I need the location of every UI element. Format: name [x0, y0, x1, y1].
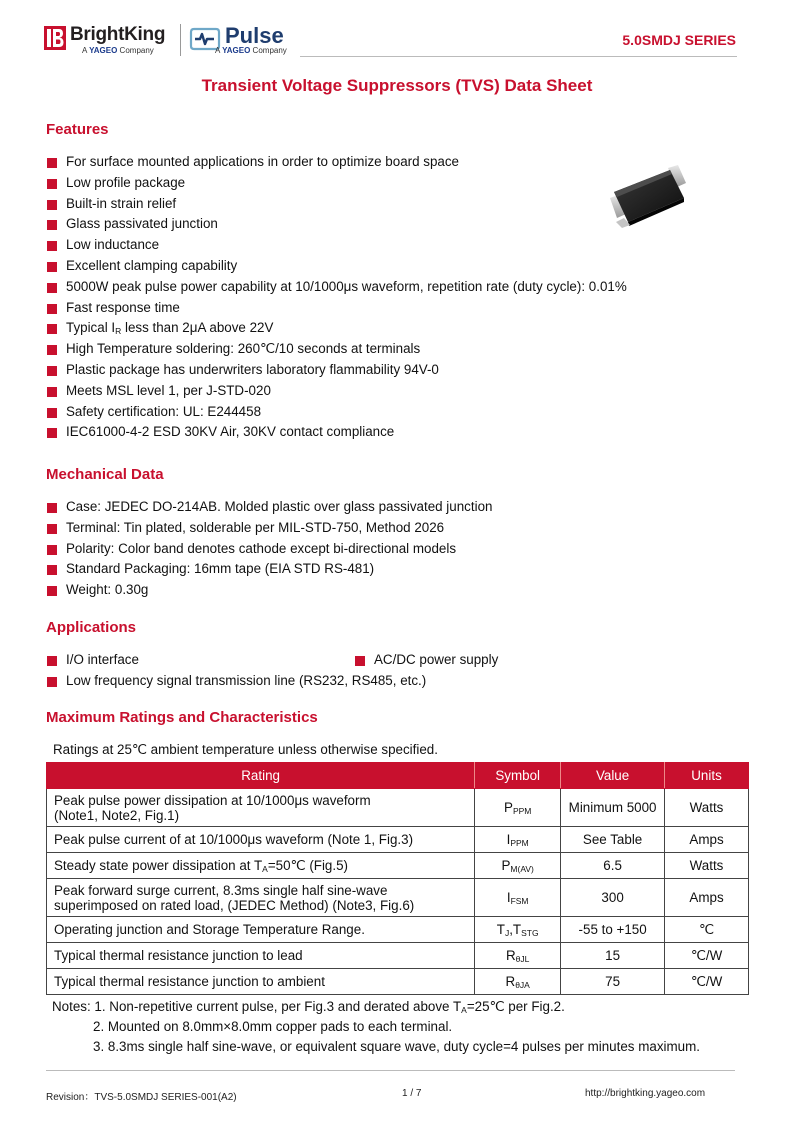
logo-divider [180, 24, 181, 56]
note-2: 2. Mounted on 8.0mm×8.0mm copper pads to each terminal. [93, 1019, 453, 1034]
table-row [47, 879, 749, 917]
table-row [47, 969, 749, 995]
mechanical-heading: Mechanical Data [46, 466, 164, 483]
bullet-square-icon [47, 656, 57, 666]
features-list [47, 152, 627, 443]
bullet-square-icon [47, 345, 57, 355]
unit-cell: ℃/W [665, 943, 749, 969]
list-item: Case: JEDEC DO-214AB. Molded plastic over glass passivated junction [47, 497, 492, 518]
bullet-square-icon [47, 262, 57, 272]
bullet-square-icon [47, 387, 57, 397]
bullet-square-icon [47, 200, 57, 210]
symbol-cell: $P_{M(AV)}$ [475, 853, 561, 879]
unit-cell: Watts [665, 853, 749, 879]
list-item: Polarity: Color band denotes cathode except bi-directional models [47, 539, 492, 560]
table-notes [52, 997, 700, 1057]
list-item: Typical $I_R$ less than 2μA above 22V [47, 318, 627, 339]
value-cell: 300 [561, 879, 665, 917]
pulse-tagline: A YAGEO Company [215, 46, 287, 55]
value-cell: See Table [561, 827, 665, 853]
bullet-square-icon [47, 545, 57, 555]
footer-page-number: 1 / 7 [402, 1088, 422, 1099]
list-item: Built-in strain relief [47, 194, 627, 215]
table-row [47, 917, 749, 943]
bullet-square-icon [355, 656, 365, 666]
bullet-square-icon [47, 428, 57, 438]
list-item: Plastic package has underwriters laboratory flammability 94V-0 [47, 360, 627, 381]
note-3: 3. 8.3ms single half sine-wave, or equivalent square wave, duty cycle=4 pulses per minutes maximum. [93, 1039, 700, 1054]
symbol-cell: $R_{\theta JL}$ [475, 943, 561, 969]
mechanical-list [47, 497, 492, 601]
table-header-row [47, 763, 749, 789]
list-item: I/O interface [47, 650, 139, 670]
brightking-mark-icon [44, 26, 66, 50]
bullet-square-icon [47, 179, 57, 189]
brightking-logo [44, 24, 178, 60]
unit-cell: Amps [665, 879, 749, 917]
symbol-cell: $I_{PPM}$ [475, 827, 561, 853]
value-cell: 15 [561, 943, 665, 969]
bullet-square-icon [47, 283, 57, 293]
series-label: 5.0SMDJ SERIES [622, 32, 736, 48]
unit-cell: ℃ [665, 917, 749, 943]
applications-heading: Applications [46, 619, 137, 636]
brightking-wordmark: BrightKing [70, 24, 166, 45]
table-row [47, 827, 749, 853]
value-cell: -55 to +150 [561, 917, 665, 943]
bullet-square-icon [47, 503, 57, 513]
list-item: Fast response time [47, 298, 627, 319]
bullet-square-icon [47, 408, 57, 418]
list-item: Meets MSL level 1, per J-STD-020 [47, 381, 627, 402]
bullet-square-icon [47, 677, 57, 687]
document-title: Transient Voltage Suppressors (TVS) Data Sheet [201, 76, 593, 95]
page-header [0, 0, 794, 62]
list-item: Low inductance [47, 235, 627, 256]
unit-cell: ℃/W [665, 969, 749, 995]
rating-cell: Peak forward surge current, 8.3ms single half sine-wave superimposed on rated load, (JEDEC Method) (Note3, Fig.6) [47, 879, 475, 917]
list-item: Safety certification: UL: E244458 [47, 402, 627, 423]
value-cell: 6.5 [561, 853, 665, 879]
symbol-cell: $I_{FSM}$ [475, 879, 561, 917]
list-item: IEC61000-4-2 ESD 30KV Air, 30KV contact compliance [47, 422, 627, 443]
bullet-square-icon [47, 304, 57, 314]
value-cell: 75 [561, 969, 665, 995]
rating-cell: Steady state power dissipation at $T_A=50℃$ (Fig.5) [47, 853, 475, 879]
col-header-units: Units [665, 763, 749, 789]
note-1: Notes: 1. Non-repetitive current pulse, per Fig.3 and derated above $T_A=25℃$ per Fig.2. [52, 999, 565, 1015]
brightking-tagline: A YAGEO Company [82, 46, 154, 55]
footer-url[interactable]: http://brightking.yageo.com [585, 1088, 706, 1099]
bullet-square-icon [47, 586, 57, 596]
list-item: High Temperature soldering: 260℃/10 seconds at terminals [47, 339, 627, 360]
rating-cell: Typical thermal resistance junction to ambient [47, 969, 475, 995]
footer-revision: Revision：TVS-5.0SMDJ SERIES-001(A2) [46, 1092, 237, 1103]
list-item: Low frequency signal transmission line (RS232, RS485, etc.) [47, 671, 426, 691]
list-item: Excellent clamping capability [47, 256, 627, 277]
bullet-square-icon [47, 241, 57, 251]
value-cell: Minimum 5000 [561, 789, 665, 827]
list-item: 5000W peak pulse power capability at 10/1000μs waveform, repetition rate (duty cycle): 0.01% [47, 277, 627, 298]
table-row [47, 789, 749, 827]
pulse-wordmark: Pulse [225, 23, 284, 48]
bullet-square-icon [47, 324, 57, 334]
rating-cell: Operating junction and Storage Temperature Range. [47, 917, 475, 943]
bullet-square-icon [47, 220, 57, 230]
features-heading: Features [46, 121, 109, 138]
symbol-cell: $T_J,T_{STG}$ [475, 917, 561, 943]
unit-cell: Watts [665, 789, 749, 827]
symbol-cell: $P_{PPM}$ [475, 789, 561, 827]
rating-cell: Peak pulse current of at 10/1000μs waveform (Note 1, Fig.3) [47, 827, 475, 853]
list-item: Glass passivated junction [47, 214, 627, 235]
list-item: Weight: 0.30g [47, 580, 492, 601]
list-item: Standard Packaging: 16mm tape (EIA STD RS-481) [47, 559, 492, 580]
ratings-heading: Maximum Ratings and Characteristics [46, 709, 318, 726]
smd-component-image [602, 158, 692, 238]
list-item: Terminal: Tin plated, solderable per MIL-STD-750, Method 2026 [47, 518, 492, 539]
pulse-logo [188, 24, 308, 60]
table-row [47, 853, 749, 879]
bullet-square-icon [47, 158, 57, 168]
footer-rule [46, 1070, 735, 1071]
col-header-symbol: Symbol [475, 763, 561, 789]
header-rule [300, 56, 737, 57]
rating-cell: Typical thermal resistance junction to lead [47, 943, 475, 969]
col-header-value: Value [561, 763, 665, 789]
bullet-square-icon [47, 366, 57, 376]
col-header-rating: Rating [47, 763, 475, 789]
symbol-cell: $R_{\theta JA}$ [475, 969, 561, 995]
ratings-conditions-note: Ratings at 25℃ ambient temperature unless otherwise specified. [53, 742, 438, 757]
list-item: For surface mounted applications in order to optimize board space [47, 152, 627, 173]
list-item: AC/DC power supply [355, 650, 498, 670]
list-item: Low profile package [47, 173, 627, 194]
bullet-square-icon [47, 565, 57, 575]
rating-cell: Peak pulse power dissipation at 10/1000μs waveform (Note1, Note2, Fig.1) [47, 789, 475, 827]
table-row [47, 943, 749, 969]
ratings-table [46, 762, 749, 995]
bullet-square-icon [47, 524, 57, 534]
unit-cell: Amps [665, 827, 749, 853]
